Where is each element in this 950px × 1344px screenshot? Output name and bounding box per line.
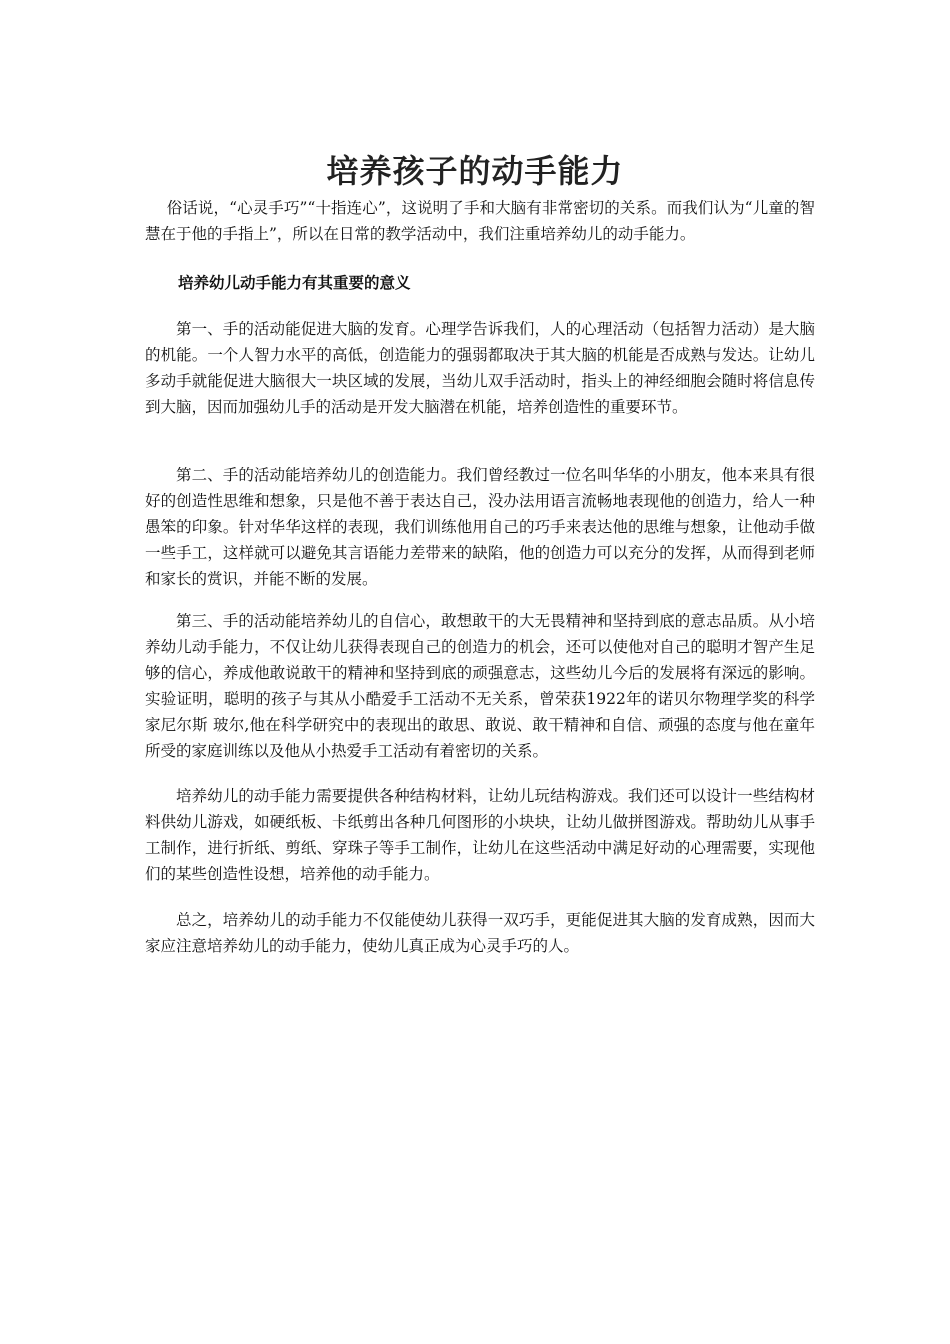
paragraph-conclusion: 总之，培养幼儿的动手能力不仅能使幼儿获得一双巧手，更能促进其大脑的发育成熟，因而大家应注意培养幼儿的动手能力，使幼儿真正成为心灵手巧的人。 [145,911,815,955]
paragraph-materials: 培养幼儿的动手能力需要提供各种结构材料，让幼儿玩结构游戏。我们还可以设计一些结构材料供幼儿游戏，如硬纸板、卡纸剪出各种几何图形的小块块，让幼儿做拼图游戏。帮助幼儿从事手工制作，进行折纸、剪纸、穿珠子等手工制作，让幼儿在这些活动中满足好动的心理需要，实现他们的某些创造性设想，培养他的动手能力。 [145,787,815,883]
paragraph-creativity: 第二、手的活动能培养幼儿的创造能力。我们曾经教过一位名叫华华的小朋友，他本来具有很好的创造性思维和想象，只是他不善于表达自己，没办法用语言流畅地表现他的创造力，给人一种愚笨的印象。针对华华这样的表现，我们训练他用自己的巧手来表达他的思维与想象，让他动手做一些手工，这样就可以避免其言语能力差带来的缺陷，他的创造力可以充分的发挥，从而得到老师和家长的赏识，并能不断的发展。 [145,466,815,588]
document-title: 培养孩子的动手能力 [326,152,624,191]
intro-paragraph: 俗话说，“心灵手巧”“十指连心”，这说明了手和大脑有非常密切的关系。而我们认为“儿童的智慧在于他的手指上”，所以在日常的教学活动中，我们注重培养幼儿的动手能力。 [145,199,815,243]
section-heading: 培养幼儿动手能力有其重要的意义 [178,273,411,292]
paragraph-confidence: 第三、手的活动能培养幼儿的自信心，敢想敢干的大无畏精神和坚持到底的意志品质。从小培养幼儿动手能力，不仅让幼儿获得表现自己的创造力的机会，还可以使他对自己的聪明才智产生足够的信心，养成他敢说敢干的精神和坚持到底的顽强意志，这些幼儿今后的发展将有深远的影响。实验证明，聪明的孩子与其从小酷爱手工活动不无关系，曾荣获1922年的诺贝尔物理学奖的科学家尼尔斯 玻尔,他在科学研究中的表现出的敢思、敢说、敢干精神和自信、顽强的态度与他在童年所受的家庭训练以及他从小热爱手工活动有着密切的关系。 [145,612,815,760]
paragraph-brain-development: 第一、手的活动能促进大脑的发育。心理学告诉我们，人的心理活动（包括智力活动）是大脑的机能。一个人智力水平的高低，创造能力的强弱都取决于其大脑的机能是否成熟与发达。让幼儿多动手就能促进大脑很大一块区域的发展，当幼儿双手活动时，指头上的神经细胞会随时将信息传到大脑，因而加强幼儿手的活动是开发大脑潜在机能，培养创造性的重要环节。 [145,320,815,416]
